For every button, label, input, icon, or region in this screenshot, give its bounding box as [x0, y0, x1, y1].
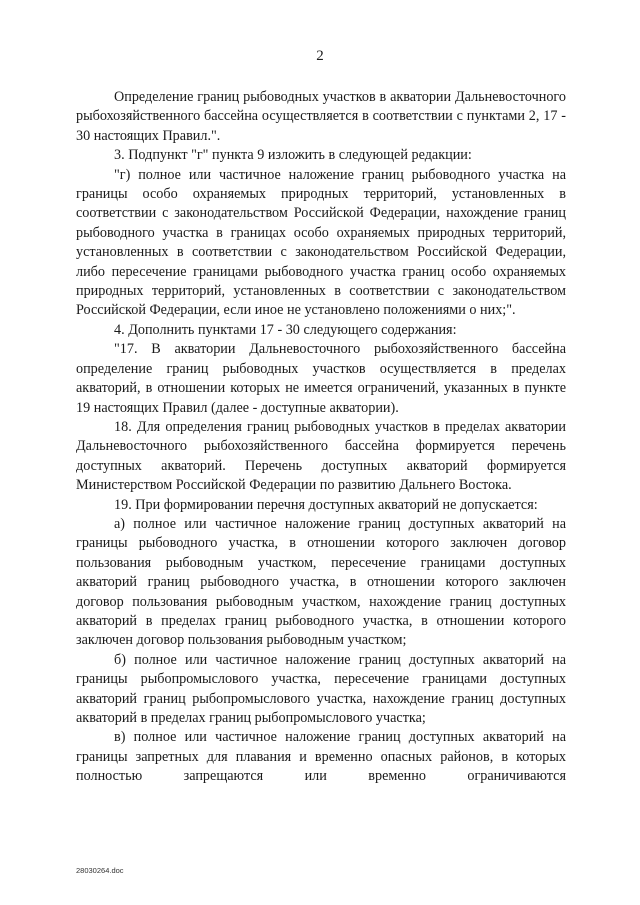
paragraph-point-17: "17. В акватории Дальневосточного рыбохозяйственного бассейна определение границ рыбоводных участков осуществляется в пределах акваторий, в отношении которых не имеется ограничений, указанных в пункте 19 настоящих Правил (далее - доступные акватории).: [76, 341, 566, 416]
paragraph-item-4: 4. Дополнить пунктами 17 - 30 следующего содержания:: [114, 321, 457, 338]
paragraph-definition: Определение границ рыбоводных участков в акватории Дальневосточного рыбохозяйственного бассейна осуществляется в соответствии с пунктами 2, 17 - 30 настоящих Правил.".: [76, 89, 566, 144]
footer-file-code: 28030264.doc: [76, 866, 124, 875]
paragraph-subpoint-b: б) полное или частичное наложение границ доступных акваторий на границы рыбопромыслового участка, пересечение границами доступных акваторий границ рыбопромыслового участка, нахождение границ доступных акваторий в пределах границ рыбопромыслового участка;: [76, 651, 566, 726]
page-number: 2: [316, 48, 324, 64]
paragraph-point-18: 18. Для определения границ рыбоводных участков в пределах акватории Дальневосточного рыбохозяйственного бассейна формируется перечень доступных акваторий. Перечень доступных акваторий формируется Министерством Российской Федерации по развитию Дальнего Востока.: [76, 418, 566, 494]
paragraph-subpoint-a: а) полное или частичное наложение границ доступных акваторий на границы рыбоводного участка, в отношении которого заключен договор пользования рыбоводным участком, пересечение границами доступных акваторий границ рыбоводного участка, в отношении которого заключен договор пользования рыбоводным участком, нахождение границ доступных акваторий в пределах границ рыбоводного участка, в отношении которого заключен договор пользования рыбоводным участком;: [76, 515, 566, 649]
paragraph-point-19: 19. При формировании перечня доступных акваторий не допускается:: [114, 496, 538, 513]
document-body: [76, 88, 566, 787]
paragraph-subpoint-v: в) полное или частичное наложение границ доступных акваторий на границы запретных для плавания и временно опасных районов, в которых полностью запрещаются или временно ограничиваются: [76, 729, 566, 785]
paragraph-subitem-g: "г) полное или частичное наложение границ рыбоводного участка на границы особо охраняемых природных территорий, установленных в соответствии с законодательством Российской Федерации, нахождение границ рыбоводного участка в границах особо охраняемых природных территорий, установленных в соответствии с законодательством Российской Федерации, либо пересечение границами рыбоводного участка границ особо охраняемых природных территорий, установленных в соответствии с законодательством Российской Федерации, если иное не установлено положениями о них;".: [76, 166, 566, 319]
paragraph-item-3: 3. Подпункт "г" пункта 9 изложить в следующей редакции:: [114, 147, 472, 164]
